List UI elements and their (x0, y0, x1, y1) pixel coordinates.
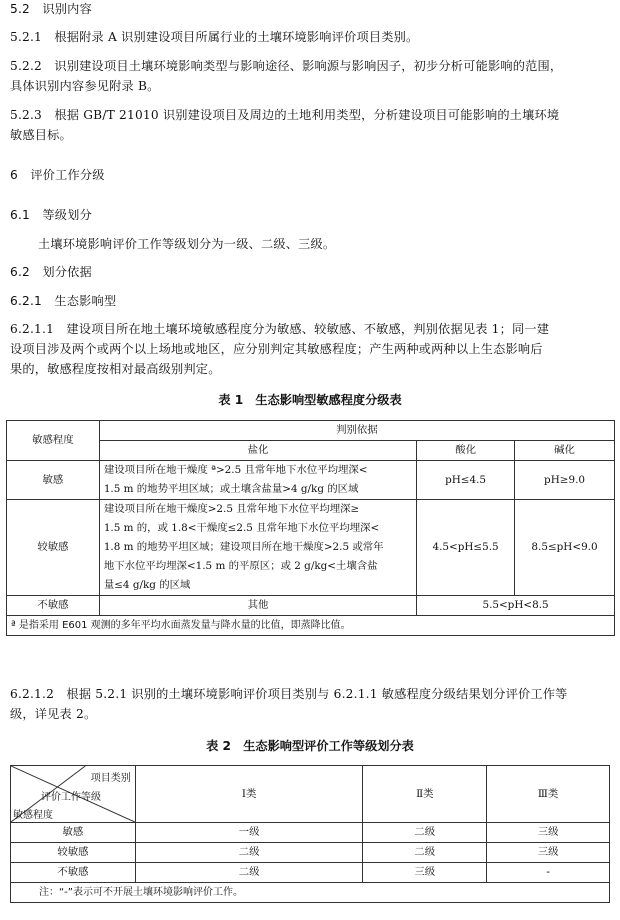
table-row (7, 500, 615, 596)
salinization-criteria-insensitive: 其他 (99, 596, 416, 616)
section-heading-6: 6 评价工作分级 (10, 168, 105, 182)
table1-footnote: ª 是指采用 E601 观测的多年平均水面蒸发量与降水量的比值，即蒸降比值。 (7, 616, 615, 636)
criteria-line: 建设项目所在地干燥度>2.5 且常年地下水位平均埋深≥ (103, 503, 360, 515)
table-row (7, 596, 615, 616)
row-label-less-sensitive: 较敏感 (7, 500, 100, 596)
header-basis: 判别依据 (99, 421, 614, 441)
clause-6-2-1-1-line1: 6.2.1.1 建设项目所在地土壤环境敏感程度分为敏感、较敏感、不敏感，判别依据见表 1；同一建 (10, 322, 550, 336)
criteria-line: 建设项目所在地干燥度 ª>2.5 且常年地下水位平均埋深< (103, 464, 368, 476)
clause-6-2-1-2-line2: 级，详见表 2。 (10, 707, 97, 721)
alkali-criteria-sensitive: pH≥9.0 (515, 461, 615, 500)
acid-criteria-less-sensitive: 4.5<pH≤5.5 (417, 500, 515, 596)
table2-footnote: 注：“-”表示可不开展土壤环境影响评价工作。 (11, 883, 610, 903)
clause-5-2-1: 5.2.1 根据附录 A 识别建设项目所属行业的土壤环境影响评价项目类别。 (10, 30, 419, 44)
table2-caption: 表 2 生态影响型评价工作等级划分表 (206, 739, 414, 753)
header-project-category: 项目类别 (90, 773, 131, 784)
table-row (7, 461, 615, 500)
criteria-line: 量≤4 g/kg 的区域 (103, 579, 191, 591)
header-acidification: 酸化 (417, 441, 515, 461)
paragraph-6-1: 土壤环境影响评价工作等级划分为一级、二级、三级。 (38, 237, 336, 251)
ph-criteria-insensitive: 5.5<pH<8.5 (417, 596, 615, 616)
header-grade: 评价工作等级 (41, 792, 101, 803)
table-row (11, 863, 610, 883)
grading-table (10, 765, 610, 903)
sensitivity-table (6, 420, 615, 636)
clause-6-2-1-2-line1: 6.2.1.2 根据 5.2.1 识别的土壤环境影响评价项目类别与 6.2.1.1 敏感程度分级结果划分评价工作等 (10, 687, 568, 701)
criteria-line: 1.8 m 的地势平坦区域；建设项目所在地干燥度>2.5 或常年 (103, 541, 384, 553)
grade-cell: 三级 (363, 863, 487, 883)
clause-5-2-3-line1: 5.2.3 根据 GB/T 21010 识别建设项目及周边的土地利用类型，分析建设项目可能影响的土壤环境 (10, 108, 560, 122)
column-header-class-2: Ⅱ类 (363, 766, 487, 823)
clause-6-2-1-1-line3: 果的，敏感程度按相对最高级别判定。 (10, 362, 221, 376)
criteria-line: 1.5 m 的，或 1.8<干燥度≤2.5 且常年地下水位平均埋深< (103, 522, 380, 534)
header-salinization: 盐化 (99, 441, 416, 461)
diagonal-header-cell (11, 766, 136, 823)
criteria-line: 地下水位平均埋深<1.5 m 的平原区；或 2 g/kg<土壤含盐 (103, 560, 378, 572)
clause-6-2-1-1-line2: 设项目涉及两个或两个以上场地或地区，应分别判定其敏感程度；产生两种或两种以上生态影响后 (10, 342, 543, 356)
grade-cell: 二级 (363, 823, 487, 843)
section-heading-5-2: 5.2 识别内容 (10, 2, 92, 16)
row-label-sensitive: 敏感 (7, 461, 100, 500)
section-heading-6-1: 6.1 等级划分 (10, 208, 92, 222)
section-heading-6-2: 6.2 划分依据 (10, 265, 92, 279)
criteria-line: 1.5 m 的地势平坦区域；或土壤含盐量>4 g/kg 的区域 (103, 483, 359, 495)
acid-criteria-sensitive: pH≤4.5 (417, 461, 515, 500)
grade-cell: - (487, 863, 610, 883)
clause-5-2-2-line2: 具体识别内容参见附录 B。 (10, 79, 160, 93)
grade-cell: 三级 (487, 843, 610, 863)
grade-cell: 二级 (135, 863, 363, 883)
header-sensitivity: 敏感程度 (7, 421, 100, 461)
clause-5-2-2-line1: 5.2.2 识别建设项目土壤环境影响类型与影响途径、影响源与影响因子，初步分析可能影响的范围， (10, 59, 563, 73)
table-row (11, 823, 610, 843)
row-label: 较敏感 (11, 843, 136, 863)
row-label: 敏感 (11, 823, 136, 843)
clause-5-2-3-line2: 敏感目标。 (10, 128, 72, 142)
alkali-criteria-less-sensitive: 8.5≤pH<9.0 (515, 500, 615, 596)
salinization-criteria-less-sensitive (99, 500, 416, 596)
section-heading-6-2-1: 6.2.1 生态影响型 (10, 294, 117, 308)
row-label-insensitive: 不敏感 (7, 596, 100, 616)
salinization-criteria-sensitive (99, 461, 416, 500)
grade-cell: 二级 (135, 843, 363, 863)
table1-caption: 表 1 生态影响型敏感程度分级表 (218, 393, 402, 407)
grade-cell: 三级 (487, 823, 610, 843)
row-label: 不敏感 (11, 863, 136, 883)
header-alkalization: 碱化 (515, 441, 615, 461)
header-sensitivity: 敏感程度 (13, 810, 53, 821)
column-header-class-1: Ⅰ类 (135, 766, 363, 823)
column-header-class-3: Ⅲ类 (487, 766, 610, 823)
grade-cell: 一级 (135, 823, 363, 843)
table-row (11, 843, 610, 863)
grade-cell: 二级 (363, 843, 487, 863)
